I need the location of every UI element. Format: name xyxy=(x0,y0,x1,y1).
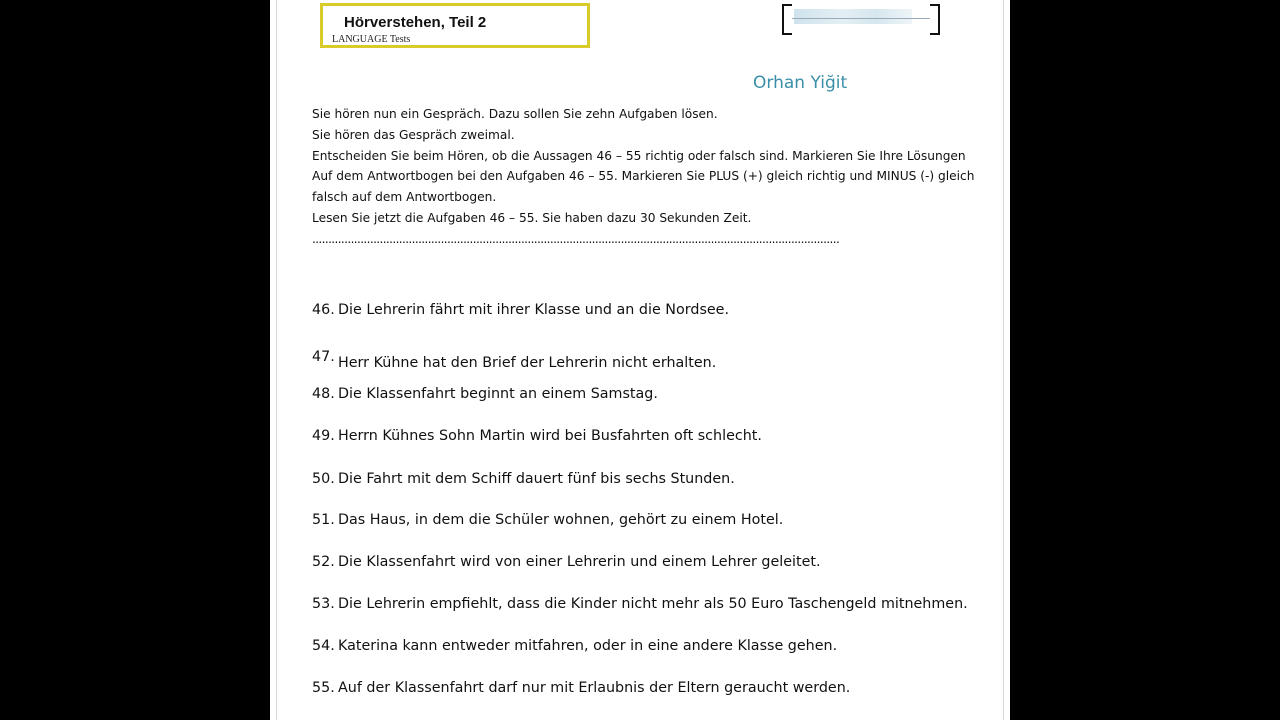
task-number: 50. xyxy=(312,471,335,487)
task-statement: Die Lehrerin empfiehlt, dass die Kinder nicht mehr als 50 Euro Taschengeld mitnehmen. xyxy=(338,596,968,612)
task-number: 47. xyxy=(312,349,335,365)
task-number: 53. xyxy=(312,596,335,612)
author-name: Orhan Yiğit xyxy=(753,73,848,93)
task-statement: Herrn Kühnes Sohn Martin wird bei Busfahrten oft schlecht. xyxy=(338,428,762,444)
instruction-line: Sie hören das Gespräch zweimal. xyxy=(312,127,515,142)
task-number: 54. xyxy=(312,638,335,654)
instruction-line: Auf dem Antwortbogen bei den Aufgaben 46 – 55. Markieren Sie PLUS (+) gleich richtig und MINUS (-) gleich xyxy=(312,169,975,184)
blurred-logo xyxy=(782,4,940,35)
task-item xyxy=(312,680,850,696)
task-statement: Die Klassenfahrt beginnt an einem Samstag. xyxy=(338,386,658,402)
task-item xyxy=(312,428,762,444)
task-item xyxy=(312,596,968,612)
instruction-line: Sie hören nun ein Gespräch. Dazu sollen Sie zehn Aufgaben lösen. xyxy=(312,107,718,121)
task-statement: Katerina kann entweder mitfahren, oder in eine andere Klasse gehen. xyxy=(338,638,838,654)
task-statement: Die Klassenfahrt wird von einer Lehrerin und einem Lehrer geleitet. xyxy=(338,554,821,570)
task-item xyxy=(312,554,821,570)
task-statement: Das Haus, in dem die Schüler wohnen, gehört zu einem Hotel. xyxy=(338,512,784,528)
task-item xyxy=(312,471,735,487)
instruction-line: falsch auf dem Antwortbogen. xyxy=(312,190,497,205)
title-box xyxy=(320,3,590,48)
task-statement: Die Lehrerin fährt mit ihrer Klasse und an die Nordsee. xyxy=(338,302,730,318)
document-page xyxy=(270,0,1010,720)
task-number: 51. xyxy=(312,512,335,528)
document-subtitle: LANGUAGE Tests xyxy=(332,34,411,45)
task-item xyxy=(312,349,717,371)
task-statement: Herr Kühne hat den Brief der Lehrerin nicht erhalten. xyxy=(338,355,717,371)
instruction-line: Lesen Sie jetzt die Aufgaben 46 – 55. Sie haben dazu 30 Sekunden Zeit. xyxy=(312,210,752,225)
task-item xyxy=(312,302,729,318)
instruction-line: Entscheiden Sie beim Hören, ob die Aussagen 46 – 55 richtig oder falsch sind. Markieren Sie Ihre Lösungen xyxy=(312,148,966,163)
document-title: Hörverstehen, Teil 2 xyxy=(344,14,487,31)
task-statement: Die Fahrt mit dem Schiff dauert fünf bis sechs Stunden. xyxy=(338,471,735,487)
task-item xyxy=(312,386,658,402)
task-item xyxy=(312,638,837,654)
task-item xyxy=(312,512,783,528)
task-number: 52. xyxy=(312,554,335,570)
task-number: 48. xyxy=(312,386,335,402)
task-number: 55. xyxy=(312,680,335,696)
task-statement: Auf der Klassenfahrt darf nur mit Erlaubnis der Eltern geraucht werden. xyxy=(338,680,851,696)
dotted-separator: .................................................................................................................................................................... xyxy=(312,232,840,246)
task-number: 49. xyxy=(312,428,335,444)
task-number: 46. xyxy=(312,302,335,318)
instructions xyxy=(312,104,975,229)
